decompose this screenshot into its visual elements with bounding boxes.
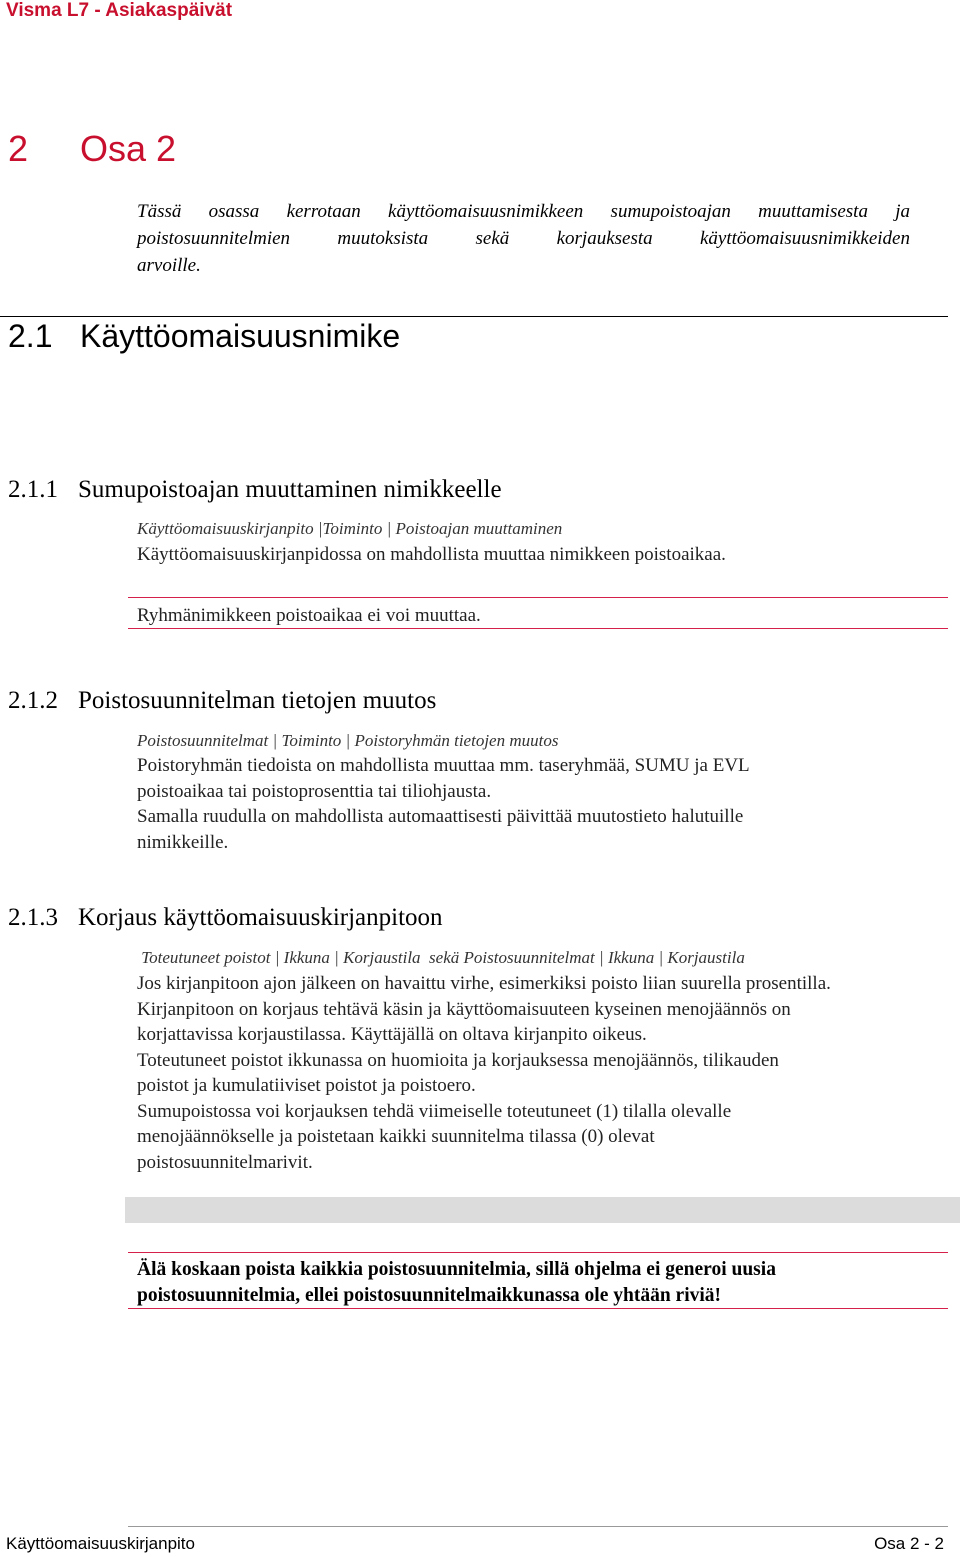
subsection-heading-211 (8, 476, 502, 504)
body-line: Käyttöomaisuuskirjanpidossa on mahdollista muuttaa nimikkeen poistoaikaa. (137, 544, 726, 565)
warning-bottom-rule (128, 1308, 948, 1309)
note-211: Ryhmänimikkeen poistoaikaa ei voi muuttaa. (137, 605, 481, 626)
body-line: poistoaikaa tai poistoprosenttia tai tiliohjausta. (137, 780, 492, 802)
body-line: menojäännökselle ja poistetaan kaikki suunnitelma tilassa (0) olevat (137, 1126, 655, 1147)
chapter-heading (8, 128, 176, 170)
running-header: Visma L7 - Asiakaspäivät (6, 0, 233, 21)
footer-left-text: Käyttöomaisuuskirjanpito (6, 1534, 195, 1553)
subsection-number: 2.1.3 (8, 904, 58, 931)
subsection-heading-212 (8, 687, 436, 715)
body-line: Samalla ruudulla on mahdollista automaattisesti päivittää muutostieto halutuille (137, 806, 744, 827)
subsection-number: 2.1.1 (8, 476, 58, 503)
warning-text (137, 1257, 776, 1309)
footer-rule (128, 1526, 948, 1527)
body-line: poistot ja kumulatiiviset poistot ja poistoero. (137, 1075, 476, 1096)
body-line: nimikkeille. (137, 831, 229, 853)
body-212 (137, 753, 750, 855)
note-bottom-rule (128, 628, 948, 629)
intro-line: Tässä osassa kerrotaan käyttöomaisuusnimikkeen sumupoistoajan muuttamisesta ja (137, 201, 910, 222)
footer-page-number: Osa 2 - 2 (874, 1534, 944, 1553)
menu-path-211: Käyttöomaisuuskirjanpito |Toiminto | Poistoajan muuttaminen (137, 519, 563, 538)
body-line: Jos kirjanpitoon ajon jälkeen on havaittu virhe, esimerkiksi poisto liian suurella prosentilla. (137, 973, 831, 994)
chapter-intro (137, 198, 910, 279)
section-heading (8, 318, 400, 355)
chapter-number: 2 (8, 128, 29, 169)
grey-separator-bar (125, 1197, 960, 1223)
body-line: Kirjanpitoon on korjaus tehtävä käsin ja käyttöomaisuuteen kyseinen menojäännös on (137, 998, 791, 1020)
chapter-title: Osa 2 (80, 128, 177, 169)
subsection-title: Poistosuunnitelman tietojen muutos (78, 687, 437, 714)
subsection-number: 2.1.2 (8, 687, 58, 714)
warning-line: poistosuunnitelmia, ellei poistosuunnitelmaikkunassa ole yhtään riviä! (137, 1285, 722, 1306)
intro-line: poistosuunnitelmien muutoksista sekä korjauksesta käyttöomaisuusnimikkeiden (137, 228, 910, 249)
subsection-title: Korjaus käyttöomaisuuskirjanpitoon (78, 904, 443, 931)
body-213 (137, 971, 831, 1175)
note-top-rule (128, 597, 948, 598)
warning-line: Älä koskaan poista kaikkia poistosuunnitelmia, sillä ohjelma ei generoi uusia (137, 1259, 776, 1280)
intro-line: arvoille. (137, 255, 201, 276)
subsection-heading-213 (8, 904, 443, 932)
warning-top-rule (128, 1252, 948, 1253)
body-line: korjattavissa korjaustilassa. Käyttäjällä on oltava kirjanpito oikeus. (137, 1024, 647, 1045)
subsection-title: Sumupoistoajan muuttaminen nimikkeelle (78, 476, 502, 503)
body-line: Sumupoistossa voi korjauksen tehdä viimeiselle toteutuneet (1) tilalla olevalle (137, 1100, 732, 1122)
body-line: Poistoryhmän tiedoista on mahdollista muuttaa mm. taseryhmää, SUMU ja EVL (137, 755, 750, 776)
body-line: Toteutuneet poistot ikkunassa on huomioita ja korjauksessa menojäännös, tilikauden (137, 1049, 779, 1071)
section-rule (0, 316, 948, 317)
body-211 (137, 542, 726, 568)
menu-path-213: Toteutuneet poistot | Ikkuna | Korjaustila sekä Poistosuunnitelmat | Ikkuna | Korjaustila (137, 948, 745, 967)
body-line: poistosuunnitelmarivit. (137, 1151, 313, 1173)
section-title: Käyttöomaisuusnimike (80, 318, 401, 354)
section-number: 2.1 (8, 318, 53, 354)
menu-path-212: Poistosuunnitelmat | Toiminto | Poistoryhmän tietojen muutos (137, 731, 559, 750)
